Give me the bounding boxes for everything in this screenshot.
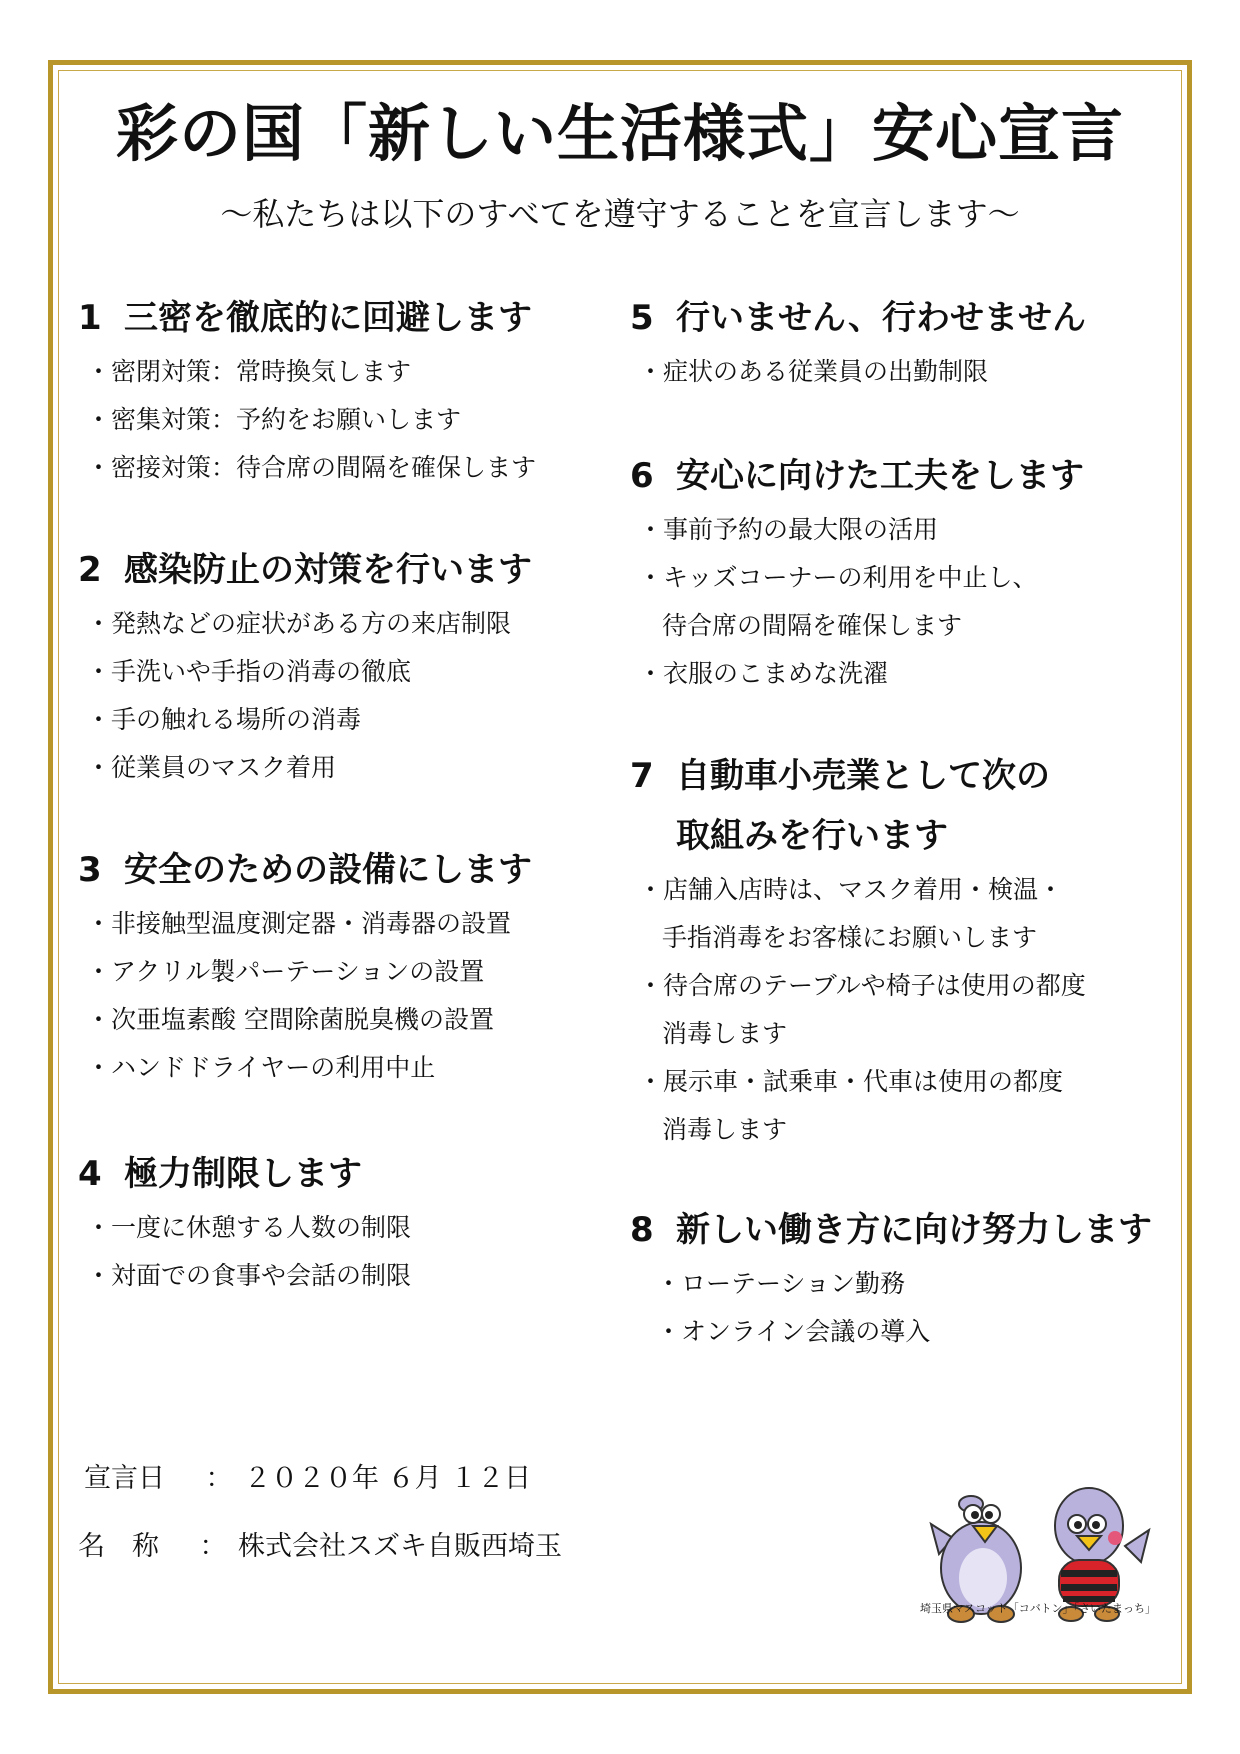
page-title: 彩の国「新しい生活様式」安心宣言: [115, 97, 1124, 170]
section-4: [78, 1144, 618, 1300]
section-5: [630, 288, 1180, 396]
page-subtitle: ～私たちは以下のすべてを遵守することを宣言します～: [220, 195, 1020, 233]
list-item: ・従業員のマスク着用: [86, 753, 337, 782]
list-item-continuation: 消毒します: [662, 1115, 788, 1144]
section-heading: [630, 446, 1180, 506]
section-heading: [630, 746, 1180, 806]
section-2: [78, 540, 618, 792]
list-item: ・事前予約の最大限の活用: [638, 515, 939, 544]
list-item: ・アクリル製パーテーションの設置: [86, 957, 485, 986]
section-items: [630, 348, 1180, 396]
section-heading: [78, 840, 618, 900]
list-item: ・衣服のこまめな洗濯: [638, 659, 889, 688]
list-item: ・発熱などの症状がある方の来店制限: [86, 609, 512, 638]
list-item: ・非接触型温度測定器・消毒器の設置: [86, 909, 512, 938]
section-heading: [78, 1144, 618, 1204]
list-item: ・密閉対策：常時換気します: [86, 357, 412, 386]
section-heading: [630, 288, 1180, 348]
declaration-date: [84, 1456, 531, 1495]
section-items: [78, 1204, 618, 1300]
section-items: [630, 506, 1180, 698]
list-item: ・キッズコーナーの利用を中止し、: [638, 563, 1038, 592]
section-heading: [78, 288, 618, 348]
list-item-continuation: 待合席の間隔を確保します: [662, 611, 963, 640]
company-name: [78, 1524, 562, 1563]
section-6: [630, 446, 1180, 698]
company-name-value: 株式会社スズキ自販西埼玉: [238, 1531, 562, 1562]
section-items: [78, 348, 618, 492]
section-number: 6: [630, 456, 654, 496]
section-title-continued: 取組みを行います: [676, 816, 948, 856]
section-title: 三密を徹底的に回避します: [124, 298, 532, 338]
section-8: [630, 1200, 1180, 1356]
section-title: 行いません、行わせません: [676, 298, 1087, 338]
section-title: 新しい働き方に向け努力します: [676, 1210, 1152, 1250]
mascot-caption: 埼玉県マスコット「コバトン」「さいたまっち」: [919, 1602, 1157, 1615]
section-title: 安全のための設備にします: [124, 850, 532, 890]
list-item: ・症状のある従業員の出勤制限: [638, 357, 989, 386]
section-number: 7: [630, 756, 654, 796]
section-heading: [630, 1200, 1180, 1260]
separator: ：: [199, 1531, 227, 1562]
list-item: ・ローテーション勤務: [656, 1269, 906, 1298]
list-item: ・密集対策：予約をお願いします: [86, 405, 462, 434]
list-item: ・ハンドドライヤーの利用中止: [86, 1053, 436, 1082]
list-item-continuation: 消毒します: [662, 1019, 788, 1048]
list-item: ・対面での食事や会話の制限: [86, 1261, 412, 1290]
section-number: 2: [78, 550, 102, 590]
section-number: 1: [78, 298, 102, 338]
section-number: 5: [630, 298, 654, 338]
list-item: ・密接対策：待合席の間隔を確保します: [86, 453, 537, 482]
section-number: 8: [630, 1210, 654, 1250]
section-heading-line2: [630, 806, 1180, 866]
list-item: ・手の触れる場所の消毒: [86, 705, 362, 734]
section-1: [78, 288, 618, 492]
list-item: ・手洗いや手指の消毒の徹底: [86, 657, 412, 686]
section-heading: [78, 540, 618, 600]
section-number: 4: [78, 1154, 102, 1194]
list-item: ・展示車・試乗車・代車は使用の都度: [638, 1067, 1064, 1096]
company-name-label: 名 称: [78, 1531, 159, 1562]
section-items: [630, 866, 1180, 1154]
section-3: [78, 840, 618, 1092]
list-item: ・オンライン会議の導入: [656, 1317, 931, 1346]
section-title: 安心に向けた工夫をします: [676, 456, 1084, 496]
section-items: [630, 1260, 1180, 1356]
list-item-continuation: 手指消毒をお客様にお願いします: [662, 923, 1038, 952]
list-item: ・一度に休憩する人数の制限: [86, 1213, 412, 1242]
separator: ：: [205, 1463, 233, 1494]
section-number: 3: [78, 850, 102, 890]
section-items: [78, 900, 618, 1092]
section-title: 感染防止の対策を行います: [124, 550, 532, 590]
list-item: ・店舗入店時は、マスク着用・検温・: [638, 875, 1064, 904]
declaration-date-label: 宣言日: [84, 1463, 165, 1494]
section-title: 極力制限します: [124, 1154, 362, 1194]
section-items: [78, 600, 618, 792]
declaration-date-value: ２０２０年 ６月 １２日: [244, 1463, 532, 1494]
section-7: [630, 746, 1180, 1154]
list-item: ・待合席のテーブルや椅子は使用の都度: [638, 971, 1086, 1000]
list-item: ・次亜塩素酸 空間除菌脱臭機の設置: [86, 1005, 494, 1034]
section-title: 自動車小売業として次の: [676, 756, 1050, 796]
